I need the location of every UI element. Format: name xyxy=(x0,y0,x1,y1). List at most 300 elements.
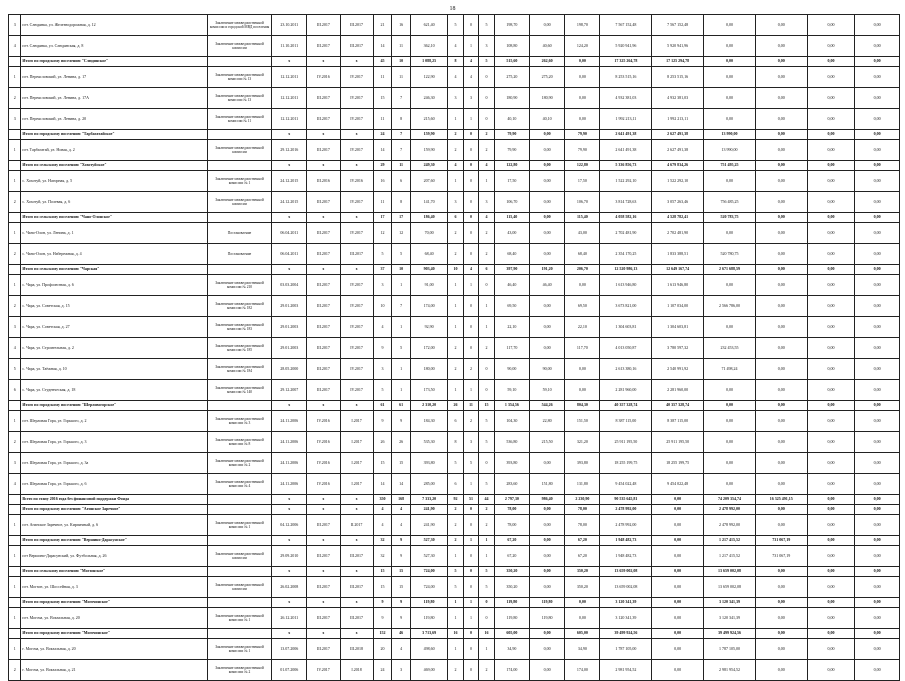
table-cell: 0,00 xyxy=(755,515,807,536)
document-cell: Заключение межведомственной комиссии № 13 xyxy=(207,88,271,109)
table-cell xyxy=(9,567,21,577)
table-cell: x xyxy=(307,213,340,223)
table-cell: IV.2017 xyxy=(340,223,373,244)
table-cell: 0,00 xyxy=(855,536,900,546)
table-row xyxy=(9,109,900,130)
table-cell: 1 xyxy=(463,275,479,296)
table-cell: III.2017 xyxy=(307,36,340,57)
table-cell: 29.12.2007 xyxy=(272,380,307,401)
table-cell: 0,00 xyxy=(855,432,900,453)
table-cell: 78,00 xyxy=(494,505,529,515)
table-cell: IV.2016 xyxy=(307,432,340,453)
table-cell: 804,30 xyxy=(565,401,600,411)
address-cell: пгт. Агинское Заречное, ул. Кирпичный, д. 6 xyxy=(21,515,207,536)
document-cell: Заключение межведомственной комиссии № 1 xyxy=(207,639,271,660)
table-cell: 0,00 xyxy=(807,598,855,608)
table-cell: 2 xyxy=(448,130,464,140)
table-cell: 04.12.2006 xyxy=(272,515,307,536)
document-cell: Заключение межведомственной комиссии xyxy=(207,546,271,567)
table-cell: 535,30 xyxy=(410,432,447,453)
table-cell: 15 xyxy=(392,577,411,598)
table-cell: 172,00 xyxy=(410,338,447,359)
table-cell: 0,00 xyxy=(530,338,565,359)
table-cell: x xyxy=(307,505,340,515)
table-cell: 1 xyxy=(479,546,495,567)
table-cell: 0,00 xyxy=(565,380,600,401)
table-cell: 104,30 xyxy=(494,411,529,432)
document-cell xyxy=(207,213,271,223)
table-cell: 17,50 xyxy=(494,171,529,192)
address-cell: Итого по сельскому поселению "Чарская" xyxy=(21,265,207,275)
address-cell: с. Чара, ул. Таёжная, д. 10 xyxy=(21,359,207,380)
table-cell: 7 xyxy=(392,296,411,317)
table-cell: III.2017 xyxy=(307,359,340,380)
table-cell: 2 xyxy=(479,505,495,515)
table-cell: III.2017 xyxy=(307,577,340,598)
table-cell: 207,60 xyxy=(410,171,447,192)
table-cell: 2 981 954,52 xyxy=(600,660,652,681)
table-cell: 5 xyxy=(479,57,495,67)
table-cell: 0,00 xyxy=(755,244,807,265)
table-cell: 0 xyxy=(463,161,479,171)
table-cell: 0,00 xyxy=(565,67,600,88)
table-cell: 9 xyxy=(373,598,392,608)
table-cell: 0,00 xyxy=(704,380,756,401)
table-cell: 68,40 xyxy=(494,244,529,265)
table-cell: 1 xyxy=(9,140,21,161)
table-cell: 4 xyxy=(479,161,495,171)
table-cell: 9 xyxy=(373,608,392,629)
table-cell: 2 627 491,38 xyxy=(652,130,704,140)
address-cell: пгт. Слюдянка, ул. Железнодорожная, д. 12 xyxy=(21,15,207,36)
table-cell: 0,00 xyxy=(807,109,855,130)
table-cell: III.2017 xyxy=(307,317,340,338)
table-cell: 3 xyxy=(463,88,479,109)
table-cell: 2 478 992,00 xyxy=(704,515,756,536)
table-cell: 1 787 105,00 xyxy=(704,639,756,660)
table-cell: 2 xyxy=(479,244,495,265)
table-cell: 2 797,30 xyxy=(494,495,529,505)
table-cell: 0,00 xyxy=(807,401,855,411)
table-cell: 393,80 xyxy=(494,453,529,474)
table-cell: 3 120 341,39 xyxy=(600,608,652,629)
address-cell: Итого по городскому поселению "Тарбагатайское" xyxy=(21,130,207,140)
table-cell: 2 702 481,90 xyxy=(600,223,652,244)
table-row xyxy=(9,546,900,567)
table-cell: 9 xyxy=(373,411,392,432)
table-cell: 0 xyxy=(463,639,479,660)
table-cell: 174,00 xyxy=(494,660,529,681)
table-cell: I.2018 xyxy=(340,660,373,681)
table-cell: 15 xyxy=(373,577,392,598)
table-cell: 43,00 xyxy=(494,223,529,244)
table-cell: 24.11.2006 xyxy=(272,474,307,495)
table-cell: 79,90 xyxy=(565,140,600,161)
table-cell: 16 xyxy=(479,629,495,639)
table-cell: 0,00 xyxy=(755,317,807,338)
document-cell: Заключение межведомственной комиссии № 182 xyxy=(207,296,271,317)
table-cell: 2 xyxy=(9,296,21,317)
table-cell: 29 xyxy=(373,161,392,171)
table-cell: 756 485,25 xyxy=(704,192,756,213)
address-cell: с. Чара, ул. Студенческая, д. 18 xyxy=(21,380,207,401)
table-cell: 79,90 xyxy=(494,130,529,140)
table-cell: x xyxy=(272,495,307,505)
table-cell: 17 325 264,78 xyxy=(600,57,652,67)
table-cell: 0,00 xyxy=(855,317,900,338)
address-cell: Итого по городскому поселению "Агинское Заречное" xyxy=(21,505,207,515)
table-cell: 12 xyxy=(392,223,411,244)
table-cell: 0,00 xyxy=(855,171,900,192)
address-cell: с. Чано-Олон, ул. Ленина, д. 1 xyxy=(21,223,207,244)
table-cell: 74 209 354,74 xyxy=(704,495,756,505)
table-cell: 0,00 xyxy=(807,296,855,317)
table-cell: IV.2017 xyxy=(340,359,373,380)
table-cell: 0,00 xyxy=(530,213,565,223)
document-cell xyxy=(207,161,271,171)
table-cell: x xyxy=(307,536,340,546)
table-cell: 0,00 xyxy=(807,275,855,296)
table-cell: 0,00 xyxy=(855,567,900,577)
table-cell: 0,00 xyxy=(855,57,900,67)
address-cell: пгт. Переясловский, ул. Ленина, д. 17 xyxy=(21,67,207,88)
table-cell: 131,80 xyxy=(565,474,600,495)
table-cell: 0 xyxy=(463,213,479,223)
table-cell xyxy=(9,130,21,140)
table-cell: 61 xyxy=(392,401,411,411)
table-cell: IV.2017 xyxy=(340,109,373,130)
table-cell: 67,20 xyxy=(494,546,529,567)
table-cell: 2 613 380,16 xyxy=(600,359,652,380)
table-cell: 4 xyxy=(392,515,411,536)
table-cell: 0,00 xyxy=(855,88,900,109)
document-cell: Заключение межведомственной комиссии № 183 xyxy=(207,317,271,338)
table-cell: 7 333,20 xyxy=(410,495,447,505)
address-cell: с. Чара, ул. Строительная, д. 2 xyxy=(21,338,207,359)
table-cell xyxy=(9,265,21,275)
table-cell: 0,00 xyxy=(755,15,807,36)
table-cell: 15 xyxy=(392,567,411,577)
table-cell: 2 xyxy=(479,223,495,244)
table-cell: 2 xyxy=(9,192,21,213)
table-cell: 3 xyxy=(479,192,495,213)
table-cell: 1 xyxy=(463,380,479,401)
table-cell: 0,00 xyxy=(755,660,807,681)
table-cell: 39 499 924,56 xyxy=(704,629,756,639)
table-cell: 159,90 xyxy=(410,140,447,161)
table-cell: 2 xyxy=(448,244,464,265)
document-cell: Заключение межведомственной комиссии № 4 xyxy=(207,474,271,495)
table-cell: 7 xyxy=(392,88,411,109)
table-cell: 350,20 xyxy=(494,577,529,598)
table-cell: 0,00 xyxy=(755,275,807,296)
document-cell: Заключение межведомственной комиссии xyxy=(207,192,271,213)
table-row xyxy=(9,140,900,161)
document-cell xyxy=(207,536,271,546)
table-cell: 5 xyxy=(479,432,495,453)
table-cell: 0,00 xyxy=(755,577,807,598)
table-cell: I.2017 xyxy=(340,453,373,474)
table-cell: 0,00 xyxy=(855,608,900,629)
table-cell: 06.04.2011 xyxy=(272,244,307,265)
table-cell: 32 xyxy=(373,546,392,567)
table-cell: 71 498,24 xyxy=(704,359,756,380)
table-cell: 0,00 xyxy=(704,57,756,67)
table-cell: 3 xyxy=(463,432,479,453)
table-cell: 215,60 xyxy=(410,109,447,130)
table-cell: 0,00 xyxy=(704,401,756,411)
table-cell: 393,80 xyxy=(565,453,600,474)
table-cell: 14 xyxy=(392,474,411,495)
table-cell: IV.2017 xyxy=(340,338,373,359)
table-cell: 1 xyxy=(463,536,479,546)
table-cell: 78,00 xyxy=(565,505,600,515)
table-cell: 1 613 946,80 xyxy=(600,275,652,296)
table-cell: 15 xyxy=(479,401,495,411)
resettlement-table-wrapper xyxy=(8,14,900,674)
table-cell: 119,80 xyxy=(530,608,565,629)
table-cell: 90,00 xyxy=(530,359,565,380)
table-cell: 986,40 xyxy=(530,495,565,505)
table-row xyxy=(9,453,900,474)
table-cell: 10 xyxy=(392,265,411,275)
table-cell: 9 xyxy=(392,608,411,629)
table-cell: 2 702 481,90 xyxy=(652,223,704,244)
table-cell: 0,00 xyxy=(704,67,756,88)
table-row xyxy=(9,515,900,536)
table-cell: 12.12.2011 xyxy=(272,109,307,130)
table-cell: 2 xyxy=(9,244,21,265)
table-cell: III.2017 xyxy=(307,275,340,296)
table-cell: 1 xyxy=(463,598,479,608)
table-cell: 0,00 xyxy=(755,140,807,161)
table-cell: 1 xyxy=(9,171,21,192)
table-cell: 20 xyxy=(373,639,392,660)
table-cell: 29.01.2003 xyxy=(272,296,307,317)
document-cell xyxy=(207,567,271,577)
table-cell: 1 xyxy=(479,317,495,338)
table-cell: 0,00 xyxy=(807,536,855,546)
document-cell xyxy=(207,57,271,67)
document-cell: Заключение межведомственной комиссии № 3 xyxy=(207,411,271,432)
table-cell: 0,00 xyxy=(755,411,807,432)
table-cell: 0 xyxy=(463,629,479,639)
table-cell: x xyxy=(272,213,307,223)
table-cell: IV.2017 xyxy=(340,296,373,317)
table-cell: 22,10 xyxy=(565,317,600,338)
table-cell: 0,00 xyxy=(530,296,565,317)
table-cell: 1 217 415,52 xyxy=(704,546,756,567)
table-cell: 2 xyxy=(479,130,495,140)
table-cell: 152 xyxy=(373,629,392,639)
table-cell: 29.01.2003 xyxy=(272,338,307,359)
table-cell: x xyxy=(272,401,307,411)
table-cell: 10 xyxy=(373,296,392,317)
document-cell: Заключение межведомственной комиссии № 2 xyxy=(207,453,271,474)
table-cell: 8 387 115,00 xyxy=(652,411,704,432)
table-cell: 0,00 xyxy=(855,244,900,265)
table-cell: III.2017 xyxy=(340,608,373,629)
table-cell: 3 120 341,39 xyxy=(600,598,652,608)
table-cell: 0,00 xyxy=(807,244,855,265)
table-cell: 4 932 381,03 xyxy=(652,88,704,109)
table-cell: 01.07.2006 xyxy=(272,660,307,681)
table-cell: 498,60 xyxy=(410,639,447,660)
table-cell: 0,00 xyxy=(855,505,900,515)
table-cell: 11 xyxy=(392,36,411,57)
table-cell: 0,00 xyxy=(704,15,756,36)
table-cell: 0,00 xyxy=(807,495,855,505)
table-row xyxy=(9,338,900,359)
table-cell: 0,00 xyxy=(652,495,704,505)
document-cell: Заключение межведомственной комиссии № 184 xyxy=(207,359,271,380)
table-cell: 1 948 482,73 xyxy=(600,536,652,546)
table-cell: 141,70 xyxy=(410,192,447,213)
table-row xyxy=(9,67,900,88)
table-cell: 5 xyxy=(479,474,495,495)
document-cell: Заключение межведомственной комиссии № 1 xyxy=(207,608,271,629)
table-cell: 3 xyxy=(448,88,464,109)
table-cell: 2 xyxy=(448,223,464,244)
table-cell: 67,20 xyxy=(494,536,529,546)
table-cell: 1 992 213,11 xyxy=(600,109,652,130)
table-cell: x xyxy=(307,629,340,639)
table-cell: 4 679 834,26 xyxy=(652,161,704,171)
document-cell xyxy=(207,629,271,639)
table-cell: 1 xyxy=(448,275,464,296)
table-cell: 0,00 xyxy=(855,140,900,161)
table-cell: 1 xyxy=(479,639,495,660)
table-cell: 12 xyxy=(373,223,392,244)
table-cell: 0,00 xyxy=(807,88,855,109)
address-cell: пгт. Шерловая Гора, ул. Горького, д. 3а xyxy=(21,453,207,474)
table-cell: 0,00 xyxy=(652,567,704,577)
table-cell: 0 xyxy=(479,275,495,296)
table-cell: 536,80 xyxy=(494,432,529,453)
table-cell: 24 xyxy=(373,660,392,681)
subtotal-row xyxy=(9,598,900,608)
table-cell: 1 787 105,00 xyxy=(600,639,652,660)
subtotal-row xyxy=(9,161,900,171)
table-cell: 159,90 xyxy=(410,130,447,140)
subtotal-row xyxy=(9,567,900,577)
table-cell: 34,90 xyxy=(494,639,529,660)
table-cell: 5 xyxy=(9,359,21,380)
document-cell xyxy=(207,495,271,505)
table-cell: 2 xyxy=(463,359,479,380)
table-cell: 3 673 821,00 xyxy=(600,296,652,317)
table-cell: 8 253 515,16 xyxy=(652,67,704,88)
table-cell: 0,00 xyxy=(855,192,900,213)
table-cell: 0,00 xyxy=(807,67,855,88)
table-cell: 1 948 482,73 xyxy=(600,546,652,567)
table-cell: IV.2017 xyxy=(340,275,373,296)
table-cell: 69,50 xyxy=(565,296,600,317)
table-cell: 5 xyxy=(479,15,495,36)
table-cell: 0 xyxy=(479,608,495,629)
table-cell: 0,00 xyxy=(807,57,855,67)
table-cell: x xyxy=(340,265,373,275)
table-cell: IV.2017 xyxy=(307,660,340,681)
address-cell: Итого по сельскому поселению "Чано-Олонское" xyxy=(21,213,207,223)
table-cell: 1 xyxy=(479,536,495,546)
table-cell: 2 xyxy=(9,88,21,109)
address-cell: г. Могоча, ул. Вокзальная, д. 21 xyxy=(21,660,207,681)
table-cell: 122,90 xyxy=(410,67,447,88)
table-cell: 4 xyxy=(392,505,411,515)
table-cell: 0 xyxy=(463,546,479,567)
document-cell: Заключение межведомственной комиссии № 13 xyxy=(207,67,271,88)
table-cell: IV.2017 xyxy=(340,67,373,88)
table-cell: 0,00 xyxy=(652,505,704,515)
table-cell: IV.2017 xyxy=(340,380,373,401)
table-cell: x xyxy=(340,57,373,67)
table-cell: 51 xyxy=(463,495,479,505)
table-cell: x xyxy=(340,536,373,546)
table-cell: 12 649 167,74 xyxy=(652,265,704,275)
document-cell: Заключение межведомственной комиссии № 8 xyxy=(207,432,271,453)
table-cell: 0,00 xyxy=(652,639,704,660)
table-cell: 4 xyxy=(392,639,411,660)
table-cell: 40,60 xyxy=(530,36,565,57)
table-cell: 1 217 415,52 xyxy=(704,536,756,546)
table-cell: 362,10 xyxy=(410,36,447,57)
table-cell: 2 xyxy=(448,359,464,380)
table-cell: 0,00 xyxy=(704,171,756,192)
table-cell: IV.2016 xyxy=(307,453,340,474)
table-cell: III.2017 xyxy=(307,296,340,317)
document-cell: Заключение межведомственной комиссии xyxy=(207,140,271,161)
table-cell: 0,00 xyxy=(704,88,756,109)
table-cell: 9 xyxy=(392,536,411,546)
document-cell: Заключение межведомственной комиссии № 2 xyxy=(207,660,271,681)
table-cell: 0,00 xyxy=(755,88,807,109)
table-cell: 5 xyxy=(373,244,392,265)
table-cell: 4 xyxy=(373,317,392,338)
table-cell: 731 067,19 xyxy=(755,536,807,546)
table-cell: 2 xyxy=(479,515,495,536)
table-cell: 26.12.2011 xyxy=(272,608,307,629)
subtotal-row xyxy=(9,629,900,639)
table-cell: 0,00 xyxy=(704,432,756,453)
document-cell: Постановление xyxy=(207,223,271,244)
table-cell: 9 454 022,48 xyxy=(600,474,652,495)
table-cell: 11.10.2011 xyxy=(272,36,307,57)
table-cell: 0,00 xyxy=(704,275,756,296)
table-cell: 0,00 xyxy=(530,567,565,577)
table-cell: x xyxy=(307,567,340,577)
table-cell: 0,00 xyxy=(755,171,807,192)
table-cell: III.2017 xyxy=(307,380,340,401)
table-cell: 0,00 xyxy=(652,598,704,608)
table-cell: 751 495,25 xyxy=(704,161,756,171)
table-cell xyxy=(9,213,21,223)
document-cell: Постановление xyxy=(207,244,271,265)
table-cell: 91,00 xyxy=(410,275,447,296)
table-cell: 7 567 152,48 xyxy=(600,15,652,36)
table-cell: 14 xyxy=(373,36,392,57)
table-cell: 0,00 xyxy=(755,296,807,317)
table-cell: 5 xyxy=(463,453,479,474)
document-cell: Заключение межведомственной комиссии № 185 xyxy=(207,338,271,359)
table-cell: x xyxy=(307,130,340,140)
table-cell: 0,00 xyxy=(755,359,807,380)
page-number: 18 xyxy=(449,6,456,12)
table-cell: 3 xyxy=(479,36,495,57)
table-cell: IV.2016 xyxy=(307,411,340,432)
table-cell: 1 xyxy=(9,577,21,598)
table-cell: 32 xyxy=(373,536,392,546)
